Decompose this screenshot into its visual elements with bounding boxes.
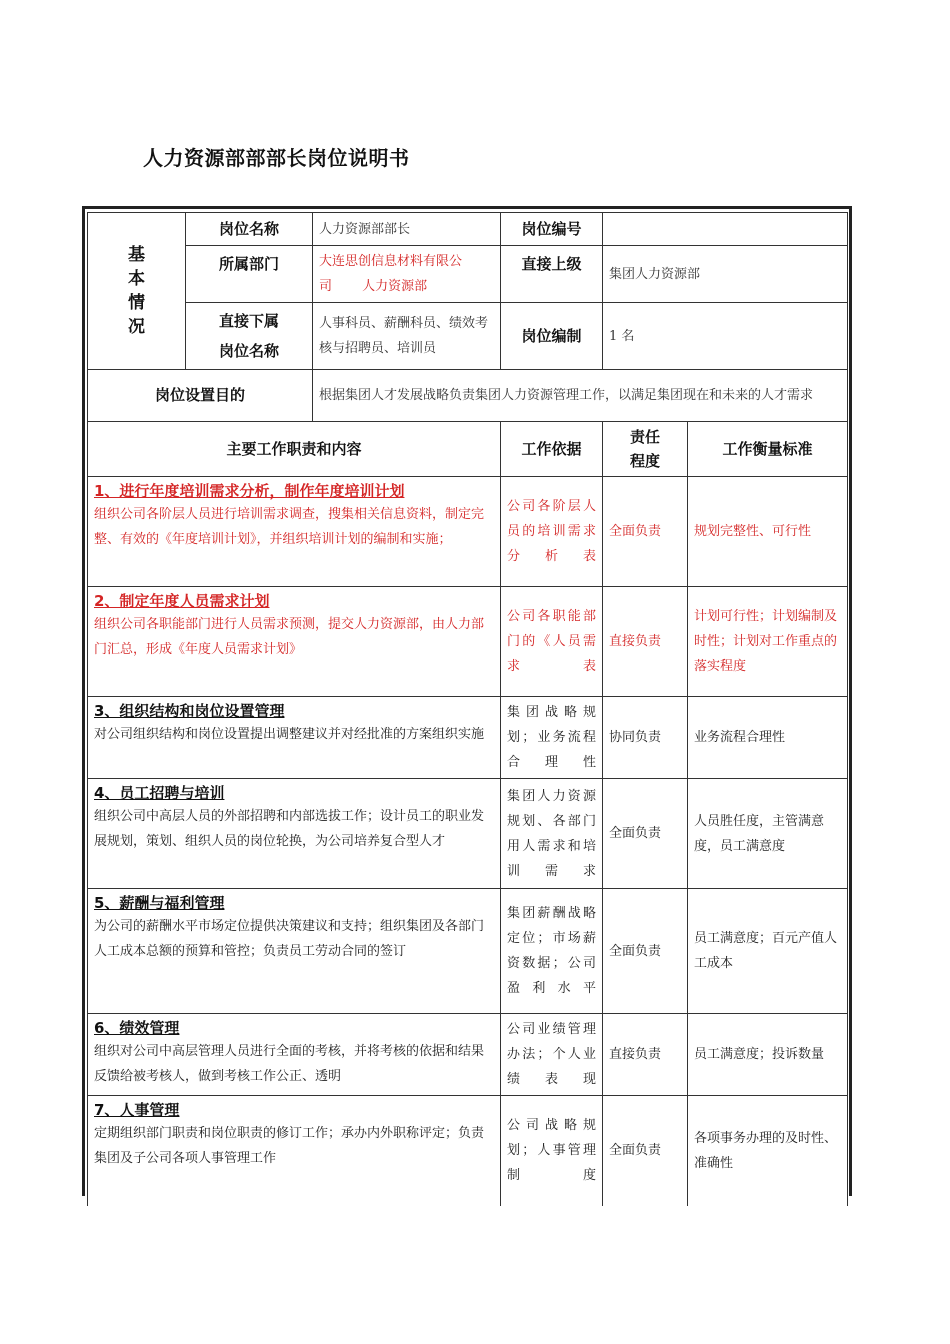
duty-title: 2、制定年度人员需求计划 (94, 592, 270, 610)
document-title: 人力资源部部部长岗位说明书 (143, 146, 410, 170)
duty-standard: 人员胜任度，主管满意度，员工满意度 (688, 779, 848, 889)
subordinates-label (186, 303, 313, 370)
duty-row (88, 1014, 848, 1096)
basic-info-char: 情 (128, 293, 145, 313)
duty-standard: 规划完整性、可行性 (688, 477, 848, 587)
duty-content (88, 1014, 501, 1096)
duties-header-responsibility-line2: 程度 (629, 452, 660, 470)
duty-basis: 集团薪酬战略定位；市场薪资数据；公司盈利水平 (501, 889, 603, 1014)
superior-value: 集团人力资源部 (603, 246, 848, 303)
duty-row (88, 779, 848, 889)
duty-content (88, 779, 501, 889)
department-value (313, 246, 501, 303)
duty-description: 定期组织部门职责和岗位职责的修订工作；承办内外职称评定；负责集团及子公司各项人事管理工作 (94, 1126, 485, 1166)
duty-standard: 计划可行性；计划编制及时性；计划对工作重点的落实程度 (688, 587, 848, 697)
duty-description: 组织公司各职能部门进行人员需求预测，提交人力资源部，由人力部门汇总，形成《年度人员需求计划》 (94, 617, 485, 657)
duty-title: 5、薪酬与福利管理 (94, 894, 225, 912)
duty-title: 7、人事管理 (94, 1101, 180, 1119)
duty-basis: 公司业绩管理办法；个人业绩表现 (501, 1014, 603, 1096)
duties-header-responsibility (603, 422, 688, 477)
duty-standard: 各项事务办理的及时性、准确性 (688, 1096, 848, 1206)
position-code-value (603, 213, 848, 246)
duty-row (88, 1096, 848, 1206)
basic-info-char: 本 (128, 269, 145, 289)
department-label: 所属部门 (186, 246, 313, 303)
duty-responsibility-level: 全面负责 (603, 1096, 688, 1206)
duty-basis: 公司战略规划；人事管理制度 (501, 1096, 603, 1206)
basic-info-section-label (88, 213, 186, 370)
duty-basis: 公司各阶层人员的培训需求分析表 (501, 477, 603, 587)
position-name-label: 岗位名称 (186, 213, 313, 246)
duty-basis: 集团战略规划；业务流程合理性 (501, 697, 603, 779)
duties-header-standard: 工作衡量标准 (688, 422, 848, 477)
department-value-line1: 大连思创信息材料有限公 (319, 254, 463, 269)
duty-responsibility-level: 全面负责 (603, 779, 688, 889)
duty-row (88, 889, 848, 1014)
duty-standard: 员工满意度；投诉数量 (688, 1014, 848, 1096)
duty-content (88, 1096, 501, 1206)
purpose-label: 岗位设置目的 (88, 370, 313, 422)
duty-responsibility-level: 全面负责 (603, 477, 688, 587)
duty-row (88, 587, 848, 697)
subordinates-value: 人事科员、薪酬科员、绩效考核与招聘员、培训员 (313, 303, 501, 370)
duty-responsibility-level: 直接负责 (603, 1014, 688, 1096)
duty-title: 1、进行年度培训需求分析，制作年度培训计划 (94, 482, 405, 500)
duty-row (88, 697, 848, 779)
subordinates-label-line1: 直接下属 (218, 312, 279, 330)
basic-info-row-department (88, 246, 848, 303)
duty-description: 组织公司中高层人员的外部招聘和内部选拔工作；设计员工的职业发展规划，策划、组织人员的岗位轮换，为公司培养复合型人才 (94, 809, 485, 849)
duty-responsibility-level: 直接负责 (603, 587, 688, 697)
duties-header-responsibility-line1: 责任 (629, 428, 660, 446)
duty-title: 6、绩效管理 (94, 1019, 180, 1037)
duty-description: 组织对公司中高层管理人员进行全面的考核，并将考核的依据和结果反馈给被考核人，做到考核工作公正、透明 (94, 1044, 485, 1084)
duty-content (88, 697, 501, 779)
headcount-label: 岗位编制 (501, 303, 603, 370)
basic-info-row-position (88, 213, 848, 246)
job-description-table (87, 212, 848, 1206)
duties-header-row (88, 422, 848, 477)
duty-content (88, 477, 501, 587)
basic-info-row-subordinates (88, 303, 848, 370)
position-code-label: 岗位编号 (501, 213, 603, 246)
duty-standard: 业务流程合理性 (688, 697, 848, 779)
purpose-value: 根据集团人才发展战略负责集团人力资源管理工作，以满足集团现在和未来的人才需求 (313, 370, 848, 422)
subordinates-label-line2: 岗位名称 (218, 342, 279, 360)
duty-content (88, 587, 501, 697)
basic-info-char: 基 (128, 245, 145, 265)
duty-description: 对公司组织结构和岗位设置提出调整建议并对经批准的方案组织实施 (94, 727, 485, 742)
superior-label: 直接上级 (501, 246, 603, 303)
duty-basis: 集团人力资源规划、各部门用人需求和培训需求 (501, 779, 603, 889)
position-name-value: 人力资源部部长 (313, 213, 501, 246)
duty-standard: 员工满意度；百元产值人工成本 (688, 889, 848, 1014)
duty-basis: 公司各职能部门的《人员需求表 (501, 587, 603, 697)
purpose-row (88, 370, 848, 422)
duty-description: 为公司的薪酬水平市场定位提供决策建议和支持；组织集团及各部门人工成本总额的预算和管控；负责员工劳动合同的签订 (94, 919, 485, 959)
duty-responsibility-level: 全面负责 (603, 889, 688, 1014)
duties-header-content: 主要工作职责和内容 (88, 422, 501, 477)
duties-header-basis: 工作依据 (501, 422, 603, 477)
headcount-value: 1 名 (603, 303, 848, 370)
duty-row (88, 477, 848, 587)
duty-title: 4、员工招聘与培训 (94, 784, 225, 802)
department-value-line2: 司 人力资源部 (319, 279, 428, 294)
basic-info-char: 况 (128, 317, 145, 337)
duty-content (88, 889, 501, 1014)
duty-responsibility-level: 协同负责 (603, 697, 688, 779)
duty-description: 组织公司各阶层人员进行培训需求调查，搜集相关信息资料，制定完整、有效的《年度培训计划》，并组织培训计划的编制和实施； (94, 507, 485, 547)
duty-title: 3、组织结构和岗位设置管理 (94, 702, 285, 720)
